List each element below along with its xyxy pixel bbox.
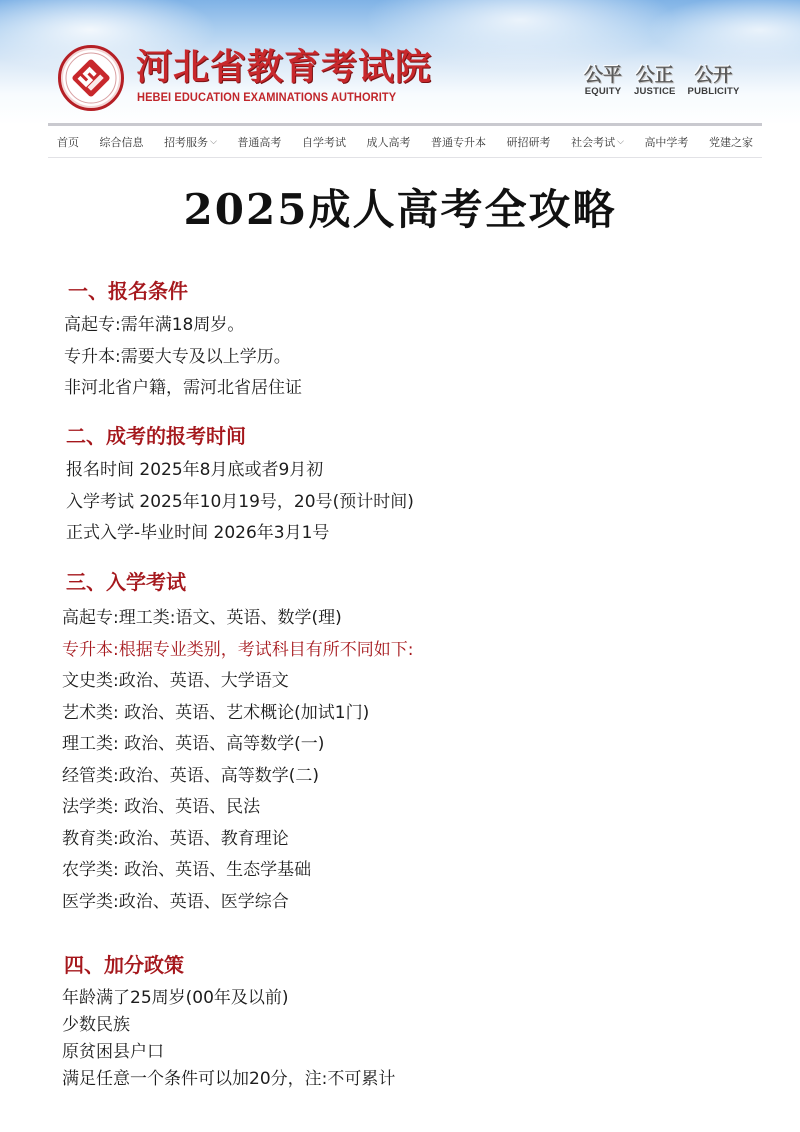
nav-label: 研招研考: [506, 135, 551, 149]
motto-justice: [634, 64, 676, 97]
motto-group: [584, 64, 740, 97]
section-entrance-exam-body: [62, 603, 413, 918]
text-line: 少数民族: [62, 1015, 130, 1035]
motto-cn: 公开: [694, 64, 733, 86]
nav-item-social-exams[interactable]: [571, 134, 624, 150]
nav-label: 党建之家: [708, 135, 753, 149]
text-line: 原贫困县户口: [62, 1042, 164, 1062]
text-line: 满足任意一个条件可以加20分，注:不可累计: [62, 1069, 396, 1089]
nav-label: 首页: [57, 135, 79, 149]
section-entrance-exam: [66, 568, 186, 596]
site-logo-title[interactable]: 河北省教育考试院: [136, 47, 433, 88]
text-line: 艺术类: 政治、英语、艺术概论(加试1门): [62, 702, 370, 723]
nav-label: 自学考试: [301, 135, 346, 149]
text-line: 教育类:政治、英语、教育理论: [62, 828, 289, 849]
motto-equity: [584, 64, 622, 97]
hebei-exam-emblem-icon[interactable]: [58, 45, 124, 111]
nav-label: 社会考试: [571, 135, 616, 149]
nav-item-general-info[interactable]: [100, 134, 144, 150]
text-line: 年龄满了25周岁(00年及以前): [62, 988, 289, 1008]
text-line: 文史类:政治、英语、大学语文: [62, 671, 289, 691]
page-title: 2025成人高考全攻略: [183, 185, 617, 234]
nav-item-home[interactable]: [57, 134, 79, 150]
nav-label: 成人高考: [366, 135, 411, 149]
text-line: 高起专:理工类:语文、英语、数学(理): [62, 608, 342, 628]
emblem-mark-icon: [64, 51, 118, 105]
motto-en: EQUITY: [584, 86, 622, 97]
nav-label: 综合信息: [99, 135, 144, 149]
section-schedule-body: [66, 455, 414, 550]
motto-en: JUSTICE: [634, 86, 676, 97]
nav-item-party-building[interactable]: [709, 134, 753, 150]
text-line: 入学考试 2025年10月19号，20号(预计时间): [66, 491, 414, 512]
motto-cn: 公平: [584, 64, 623, 86]
main-nav: [48, 126, 762, 158]
text-line: 专升本:需要大专及以上学历。: [64, 346, 291, 367]
nav-item-gaokao[interactable]: [237, 134, 281, 150]
section-bonus-points-body: [62, 985, 395, 1093]
section-heading: 三、入学考试: [66, 570, 186, 594]
motto-cn: 公正: [635, 64, 674, 86]
text-line: 农学类: 政治、英语、生态学基础: [62, 860, 312, 880]
text-line: 医学类:政治、英语、医学综合: [62, 891, 289, 912]
text-line: 报名时间 2025年8月底或者9月初: [66, 460, 324, 480]
chevron-down-icon: ⌵: [617, 136, 624, 147]
nav-label: 普通专升本: [431, 135, 487, 149]
text-line: 法学类: 政治、英语、民法: [62, 797, 261, 817]
motto-publicity: [688, 64, 740, 97]
text-line: 经管类:政治、英语、高等数学(二): [62, 765, 319, 786]
text-line: 理工类: 政治、英语、高等数学(一): [62, 734, 325, 754]
section-eligibility: [68, 277, 188, 305]
nav-label: 招考服务: [164, 135, 209, 149]
section-heading: 二、成考的报考时间: [66, 424, 246, 448]
section-schedule: [66, 422, 246, 450]
nav-item-admission-services[interactable]: [164, 134, 217, 150]
section-heading: 一、报名条件: [68, 279, 188, 303]
chevron-down-icon: ⌵: [210, 136, 217, 147]
motto-en: PUBLICITY: [687, 86, 740, 97]
highlight-line: 专升本:根据专业类别，考试科目有所不同如下:: [62, 639, 414, 660]
nav-item-adult-gaokao[interactable]: [366, 134, 410, 150]
nav-label: 普通高考: [237, 135, 282, 149]
nav-item-graduate-exam[interactable]: [507, 134, 551, 150]
site-logo-subtitle: HEBEI EDUCATION EXAMINATIONS AUTHORITY: [137, 92, 397, 104]
section-eligibility-body: [64, 310, 302, 405]
nav-item-self-study-exam[interactable]: [302, 134, 346, 150]
nav-item-upgrade-to-bachelor[interactable]: [431, 134, 486, 150]
section-bonus-points: [64, 951, 184, 979]
site-header: [0, 0, 800, 125]
text-line: 高起专:需年满18周岁。: [64, 315, 245, 335]
text-line: 非河北省户籍，需河北省居住证: [64, 378, 302, 398]
section-heading: 四、加分政策: [64, 953, 184, 977]
nav-item-high-school-exam[interactable]: [644, 134, 688, 150]
text-line: 正式入学-毕业时间 2026年3月1号: [66, 523, 330, 543]
nav-label: 高中学考: [644, 135, 689, 149]
